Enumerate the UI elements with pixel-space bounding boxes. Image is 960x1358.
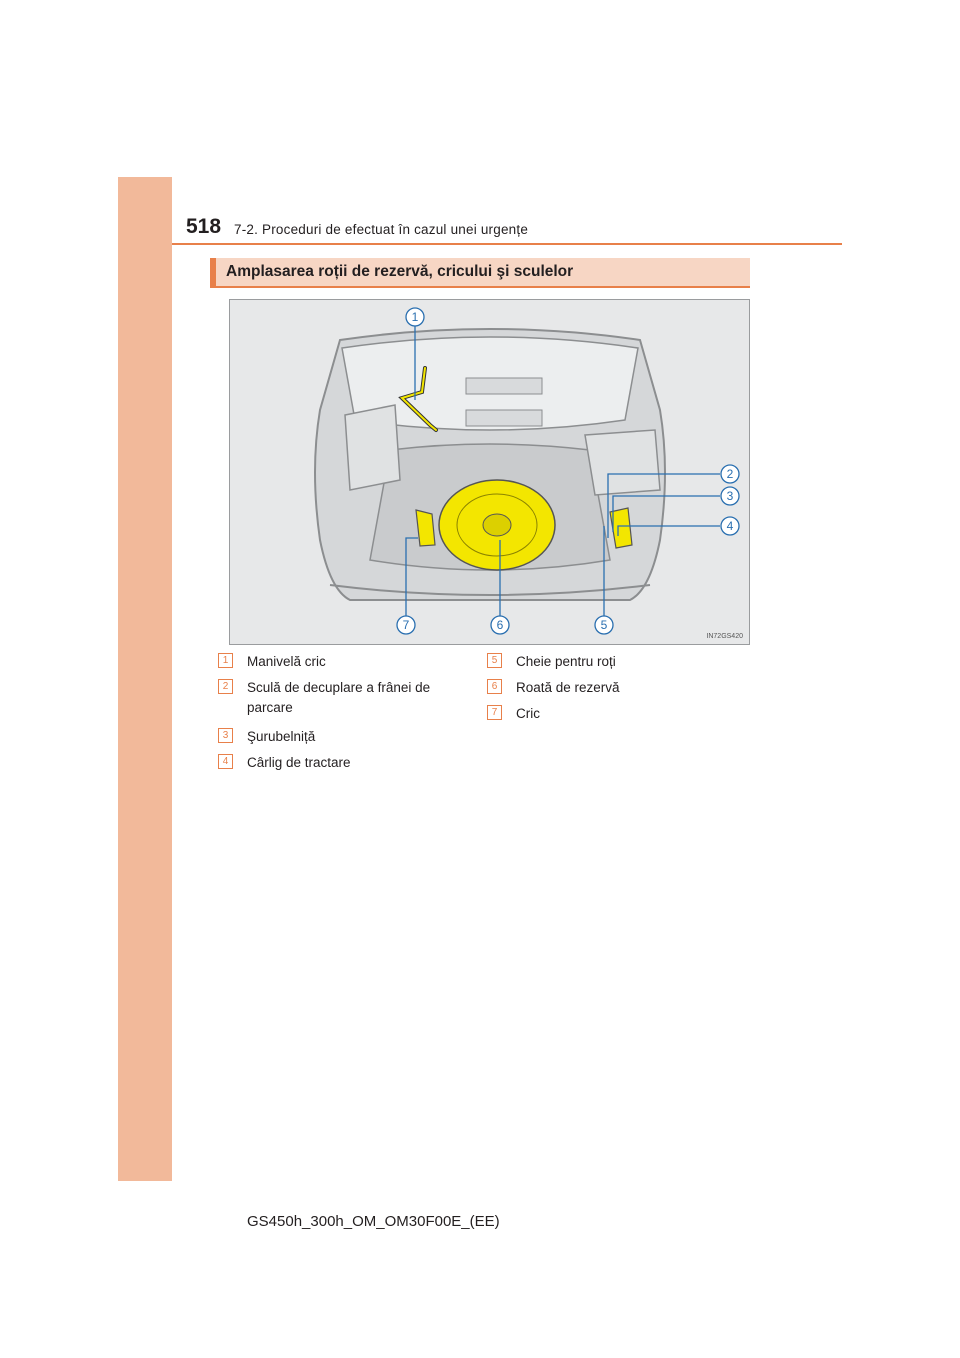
callout-label-7: 7 [402,618,410,632]
legend-item-3 [218,727,447,747]
legend-item-7 [487,704,716,724]
legend-number: 4 [218,754,233,769]
legend-label: Cheie pentru roți [516,654,616,669]
lid-plate [466,378,542,394]
callout-label-6: 6 [496,618,504,632]
legend-item-2 [218,678,447,718]
legend-label: Cârlig de tractare [247,755,351,770]
legend-label: Roată de rezervă [516,680,620,695]
figure-code: IN72GS420 [706,633,743,640]
legend-item-5 [487,652,716,672]
legend-item-1 [218,652,447,672]
legend-label: Manivelă cric [247,654,326,669]
legend-label: Cric [516,706,540,721]
legend-label: Sculă de decuplare a frânei de parcare [247,680,431,715]
document-code: GS450h_300h_OM_OM30F00E_(EE) [247,1213,500,1230]
callout-label-4: 4 [726,519,734,533]
legend-number: 2 [218,679,233,694]
trunk-illustration-drawing [230,300,749,644]
section-heading-bar [210,258,750,288]
legend-number: 7 [487,705,502,720]
lid-plate [466,410,542,426]
page-number: 518 [186,215,222,238]
legend-number: 1 [218,653,233,668]
header-rule [172,243,842,245]
section-title: Amplasarea roții de rezervă, cricului şi sculelor [226,263,574,280]
callout-label-5: 5 [600,618,608,632]
callout-label-2: 2 [726,467,734,481]
legend-label: Şurubelniță [247,729,316,744]
trunk-illustration [229,299,750,645]
right-panel [585,430,660,495]
chapter-side-band [118,177,172,1181]
chapter-title: 7-2. Proceduri de efectuat în cazul unei urgențe [234,222,529,237]
left-panel [345,405,400,490]
callout-label-3: 3 [726,489,734,503]
legend-item-6 [487,678,716,698]
legend-item-4 [218,753,447,773]
jack [416,510,435,546]
legend-number: 3 [218,728,233,743]
callout-label-1: 1 [411,310,419,324]
legend-number: 5 [487,653,502,668]
spare-wheel-hub [483,514,511,536]
legend-number: 6 [487,679,502,694]
